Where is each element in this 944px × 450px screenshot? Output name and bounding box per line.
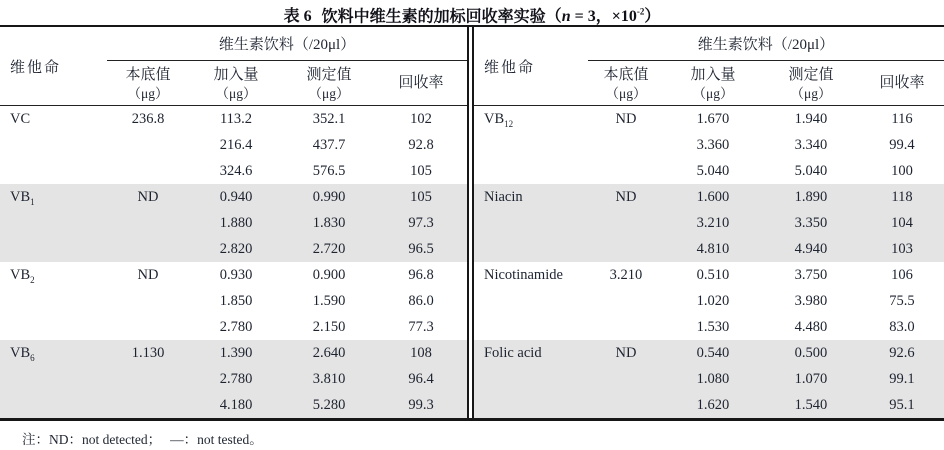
- added-amount-cell: 1.670: [696, 110, 730, 127]
- added-amount-cell: 1.850: [219, 292, 253, 309]
- measured-value-cell: 0.990: [283, 184, 375, 210]
- measured-value-cell: 3.750: [794, 266, 828, 283]
- vitamin-name-cell: Nicotinamide: [483, 267, 563, 283]
- recovery-rate-cell: 116: [891, 110, 913, 127]
- recovery-rate-cell: 108: [375, 340, 467, 366]
- tables-container: [0, 25, 944, 421]
- base-value-cell: 236.8: [131, 111, 165, 127]
- vitamin-name-cell: Folic acid: [474, 340, 588, 418]
- footnote-dash-symbol: —：: [170, 432, 198, 447]
- vitamin-name-cell: VC: [10, 111, 31, 127]
- table-row: [474, 340, 944, 366]
- base-value-cell: ND: [588, 340, 664, 418]
- recovery-rate-cell: 100: [891, 162, 913, 179]
- base-value-cell: ND: [107, 184, 189, 262]
- measured-value-cell: 1.830: [283, 210, 375, 236]
- recovery-rate-cell: 96.4: [375, 366, 467, 392]
- column-header-base-value: 本底值 （μg）: [588, 61, 664, 106]
- column-header-recovery-rate: 回收率: [375, 61, 467, 106]
- measured-value-cell: 3.980: [794, 292, 828, 309]
- added-amount-cell: 1.600: [664, 184, 762, 210]
- table-row: [0, 340, 467, 366]
- exponent: -2: [636, 7, 645, 17]
- recovery-rate-cell: 97.3: [375, 210, 467, 236]
- added-amount-cell: 1.020: [696, 292, 730, 309]
- footnote-dash-meaning: not tested。: [197, 432, 263, 447]
- vitamin-name-cell: $VB_6$: [0, 340, 107, 418]
- measured-value-cell: 1.590: [312, 292, 346, 309]
- recovery-rate-cell: 105: [375, 184, 467, 210]
- vitamin-name-cell: $VB_{12}$: [483, 111, 514, 129]
- measured-value-cell: 3.340: [794, 136, 828, 153]
- measured-value-cell: 2.640: [283, 340, 375, 366]
- added-amount-cell: 3.360: [696, 136, 730, 153]
- added-amount-cell: 5.040: [696, 162, 730, 179]
- recovery-rate-cell: 96.5: [375, 236, 467, 262]
- measured-value-cell: 3.810: [283, 366, 375, 392]
- added-amount-cell: 0.540: [664, 340, 762, 366]
- vitamin-name-cell: $VB_2$: [10, 267, 35, 285]
- added-amount-cell: 4.810: [664, 236, 762, 262]
- measured-value-cell: 3.350: [762, 210, 860, 236]
- footnote: [0, 428, 944, 448]
- table-row: [474, 106, 944, 133]
- table-number: 表 6: [283, 8, 312, 26]
- table-row: [474, 184, 944, 210]
- measured-value-cell: 1.070: [762, 366, 860, 392]
- recovery-rate-cell: 95.1: [860, 392, 944, 418]
- table-body-right: [474, 106, 944, 419]
- added-amount-cell: 1.080: [664, 366, 762, 392]
- recovery-table-right: [474, 27, 944, 418]
- recovery-rate-cell: 102: [410, 110, 432, 127]
- column-header-measured-value: 测定值 （μg）: [283, 61, 375, 106]
- added-amount-cell: 1.880: [189, 210, 283, 236]
- measured-value-cell: 2.720: [283, 236, 375, 262]
- table-title: [0, 0, 944, 25]
- recovery-rate-cell: 106: [891, 266, 913, 283]
- column-header-recovery-rate: 回收率: [860, 61, 944, 106]
- footnote-nd-meaning: not detected；: [82, 432, 162, 447]
- column-header-base-value: 本底值 （μg）: [107, 61, 189, 106]
- n-variable: n: [561, 8, 571, 26]
- recovery-rate-cell: 103: [860, 236, 944, 262]
- added-amount-cell: 3.210: [664, 210, 762, 236]
- column-header-added-amount: 加入量 （μg）: [189, 61, 283, 106]
- measured-value-cell: 2.150: [312, 318, 346, 335]
- recovery-rate-cell: 96.8: [408, 266, 434, 283]
- measured-value-cell: 0.500: [762, 340, 860, 366]
- vitamin-name-cell: Niacin: [474, 184, 588, 262]
- added-amount-cell: 216.4: [219, 136, 253, 153]
- base-value-cell: ND: [588, 184, 664, 262]
- measured-value-cell: 0.900: [312, 266, 346, 283]
- measured-value-cell: 4.940: [762, 236, 860, 262]
- vitamin-column-header: 维他命: [0, 27, 107, 106]
- recovery-rate-cell: 92.8: [408, 136, 434, 153]
- measured-value-cell: 4.480: [794, 318, 828, 335]
- table-row: [0, 262, 467, 288]
- recovery-rate-cell: 86.0: [408, 292, 434, 309]
- added-amount-cell: 324.6: [219, 162, 253, 179]
- recovery-rate-cell: 77.3: [408, 318, 434, 335]
- added-amount-cell: 2.780: [189, 366, 283, 392]
- vitamin-name-cell: $VB_1$: [0, 184, 107, 262]
- vitamin-column-header: 维他命: [474, 27, 588, 106]
- table-params: （n = 3，$\times 10^{-2}$）: [545, 7, 661, 26]
- measured-value-cell: 1.940: [794, 110, 828, 127]
- sample-group-header: 维生素饮料（/20μl）: [588, 27, 944, 61]
- table-row: [0, 184, 467, 210]
- table-divider: [467, 27, 474, 418]
- footnote-nd-symbol: ND：: [49, 432, 82, 447]
- recovery-table-left: [0, 27, 467, 418]
- measured-value-cell: 576.5: [312, 162, 346, 179]
- recovery-rate-cell: 83.0: [889, 318, 915, 335]
- added-amount-cell: 2.820: [189, 236, 283, 262]
- base-value-cell: 3.210: [609, 267, 643, 283]
- added-amount-cell: 1.530: [696, 318, 730, 335]
- measured-value-cell: 437.7: [312, 136, 346, 153]
- table-body-left: [0, 106, 467, 419]
- column-header-added-amount: 加入量 （μg）: [664, 61, 762, 106]
- measured-value-cell: 1.540: [762, 392, 860, 418]
- added-amount-cell: 0.930: [219, 266, 253, 283]
- measured-value-cell: 1.890: [762, 184, 860, 210]
- table-row: [0, 106, 467, 133]
- recovery-rate-cell: 104: [860, 210, 944, 236]
- added-amount-cell: 2.780: [219, 318, 253, 335]
- recovery-rate-cell: 99.4: [889, 136, 915, 153]
- base-value-cell: ND: [137, 267, 159, 283]
- added-amount-cell: 0.940: [189, 184, 283, 210]
- table-caption: 饮料中维生素的加标回收率实验: [321, 8, 546, 26]
- measured-value-cell: 5.280: [283, 392, 375, 418]
- recovery-rate-cell: 105: [410, 162, 432, 179]
- recovery-rate-cell: 92.6: [860, 340, 944, 366]
- recovery-rate-cell: 118: [860, 184, 944, 210]
- recovery-rate-cell: 99.1: [860, 366, 944, 392]
- recovery-rate-cell: 75.5: [889, 292, 915, 309]
- column-header-measured-value: 测定值 （μg）: [762, 61, 860, 106]
- sample-group-header: 维生素饮料（/20μl）: [107, 27, 467, 61]
- added-amount-cell: 1.390: [189, 340, 283, 366]
- footnote-label: 注：: [22, 432, 49, 447]
- base-value-cell: ND: [615, 111, 637, 127]
- measured-value-cell: 5.040: [794, 162, 828, 179]
- added-amount-cell: 4.180: [189, 392, 283, 418]
- base-value-cell: 1.130: [107, 340, 189, 418]
- recovery-rate-cell: 99.3: [375, 392, 467, 418]
- added-amount-cell: 0.510: [696, 266, 730, 283]
- added-amount-cell: 113.2: [219, 110, 253, 127]
- measured-value-cell: 352.1: [312, 110, 346, 127]
- added-amount-cell: 1.620: [664, 392, 762, 418]
- table-row: [474, 262, 944, 288]
